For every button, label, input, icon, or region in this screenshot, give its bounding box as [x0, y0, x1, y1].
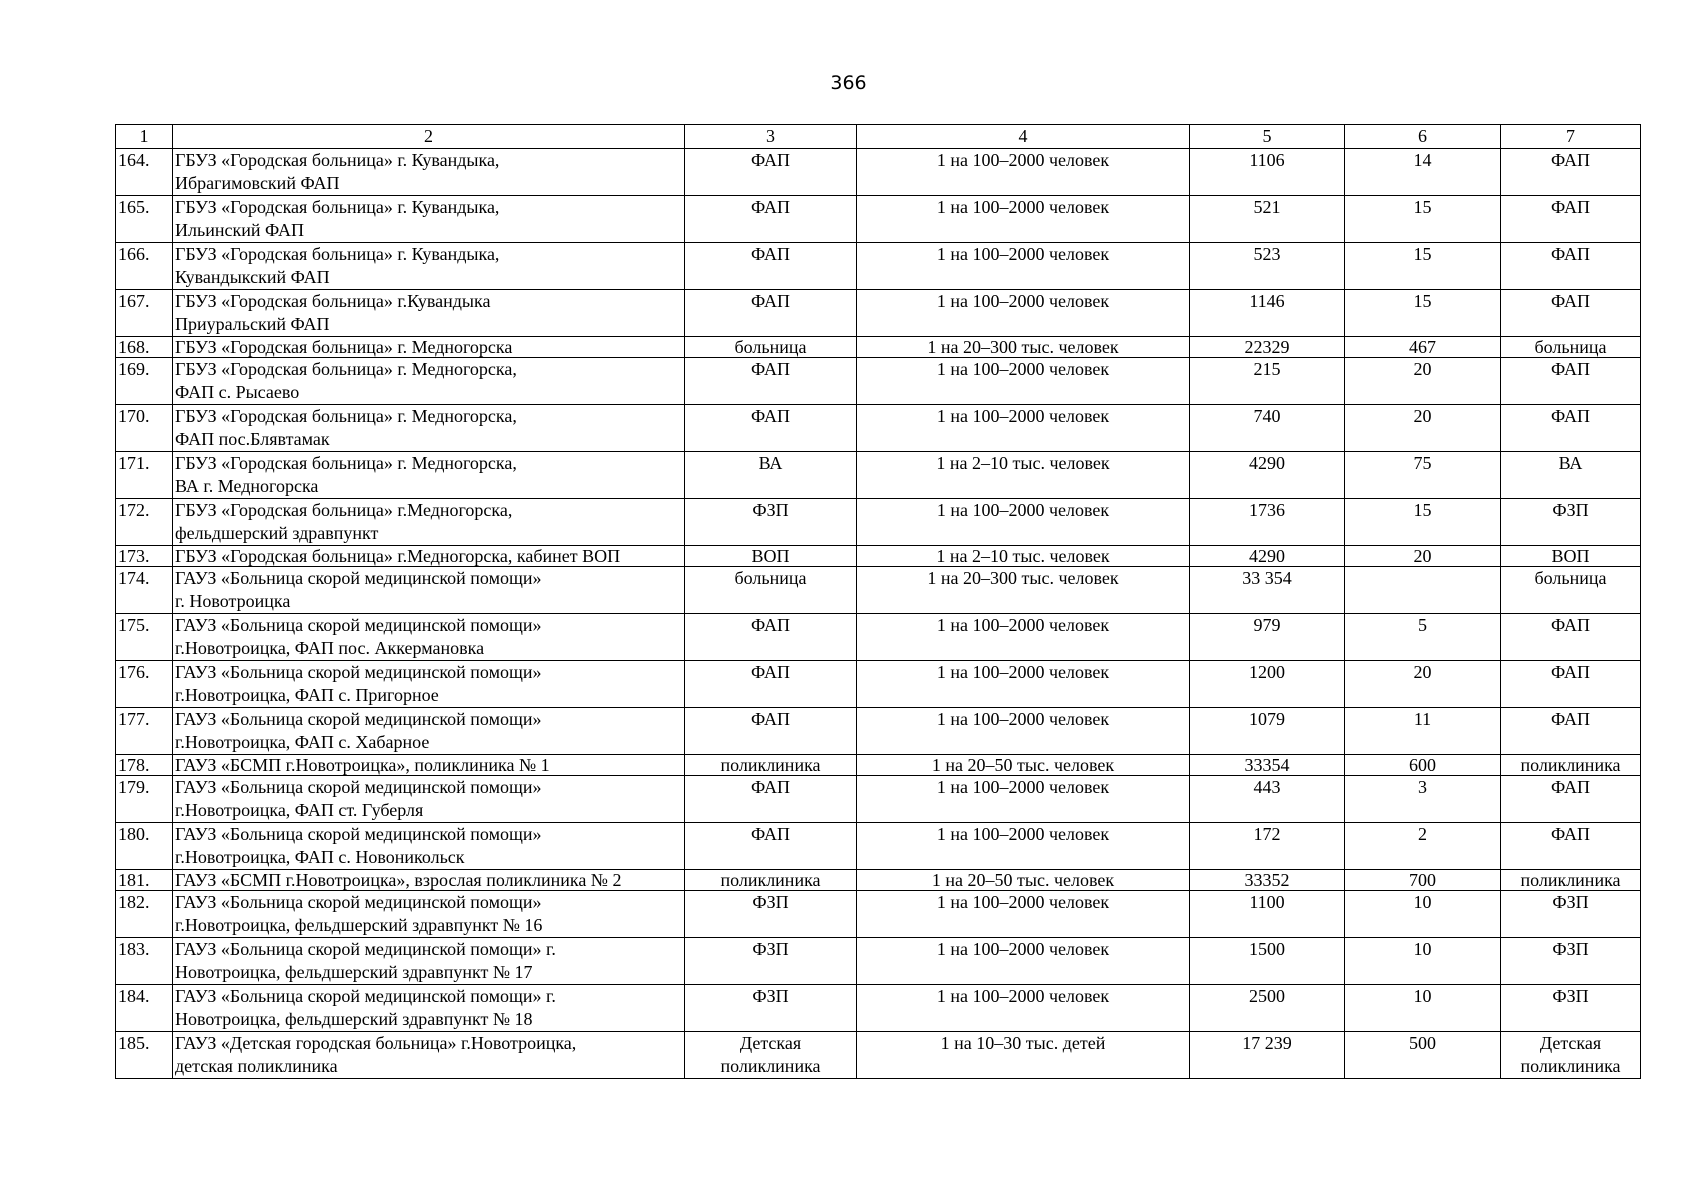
- population-cell: 443: [1190, 776, 1345, 823]
- row-number-cell: 173.: [116, 546, 173, 567]
- population-cell: 1100: [1190, 891, 1345, 938]
- result-cell: ФАП: [1501, 358, 1641, 405]
- table-row: [116, 614, 1641, 661]
- result-cell: ФАП: [1501, 290, 1641, 337]
- facility-name-cell: ГАУЗ «Больница скорой медицинской помощи» г.Новотроицка, фельдшерский здравпункт № 16: [173, 891, 685, 938]
- facility-name-cell: ГАУЗ «Больница скорой медицинской помощи» г.Новотроицка, ФАП ст. Губерля: [173, 776, 685, 823]
- row-number-cell: 174.: [116, 567, 173, 614]
- norm-cell: 1 на 100–2000 человек: [857, 985, 1190, 1032]
- table-row: [116, 870, 1641, 891]
- capacity-cell: 15: [1345, 290, 1501, 337]
- header-row: [116, 125, 1641, 149]
- facility-type-cell: ФАП: [685, 708, 857, 755]
- facility-type-cell: ФАП: [685, 290, 857, 337]
- facility-name-cell: ГБУЗ «Городская больница» г. Медногорска: [173, 337, 685, 358]
- result-cell: ФАП: [1501, 823, 1641, 870]
- table-row: [116, 546, 1641, 567]
- capacity-cell: 10: [1345, 938, 1501, 985]
- row-number-cell: 177.: [116, 708, 173, 755]
- page-number: 366: [830, 72, 867, 94]
- population-cell: 4290: [1190, 452, 1345, 499]
- table-row: [116, 337, 1641, 358]
- facility-name-cell: ГАУЗ «Детская городская больница» г.Новотроицка, детская поликлиника: [173, 1032, 685, 1079]
- population-cell: 1106: [1190, 149, 1345, 196]
- population-cell: 1146: [1190, 290, 1345, 337]
- population-cell: 17 239: [1190, 1032, 1345, 1079]
- result-cell: ФАП: [1501, 405, 1641, 452]
- population-cell: 1200: [1190, 661, 1345, 708]
- table-row: [116, 358, 1641, 405]
- result-cell: ВА: [1501, 452, 1641, 499]
- population-cell: 33 354: [1190, 567, 1345, 614]
- facility-type-cell: ФАП: [685, 823, 857, 870]
- column-header: 7: [1501, 125, 1641, 149]
- table-row: [116, 938, 1641, 985]
- capacity-cell: 15: [1345, 196, 1501, 243]
- facility-type-cell: Детская поликлиника: [685, 1032, 857, 1079]
- table-row: [116, 823, 1641, 870]
- facility-type-cell: ФАП: [685, 196, 857, 243]
- facility-type-cell: ФАП: [685, 149, 857, 196]
- norm-cell: 1 на 2–10 тыс. человек: [857, 546, 1190, 567]
- norm-cell: 1 на 100–2000 человек: [857, 149, 1190, 196]
- population-cell: 2500: [1190, 985, 1345, 1032]
- facility-name-cell: ГБУЗ «Городская больница» г.Кувандыка Приуральский ФАП: [173, 290, 685, 337]
- capacity-cell: 700: [1345, 870, 1501, 891]
- facility-type-cell: ФАП: [685, 776, 857, 823]
- norm-cell: 1 на 100–2000 человек: [857, 661, 1190, 708]
- norm-cell: 1 на 100–2000 человек: [857, 405, 1190, 452]
- table-row: [116, 149, 1641, 196]
- facility-type-cell: ФЗП: [685, 499, 857, 546]
- population-cell: 172: [1190, 823, 1345, 870]
- facility-name-cell: ГАУЗ «Больница скорой медицинской помощи» г.Новотроицка, ФАП с. Хабарное: [173, 708, 685, 755]
- facility-type-cell: ФАП: [685, 614, 857, 661]
- facility-type-cell: ФЗП: [685, 891, 857, 938]
- result-cell: ВОП: [1501, 546, 1641, 567]
- population-cell: 33352: [1190, 870, 1345, 891]
- facility-type-cell: ФАП: [685, 358, 857, 405]
- capacity-cell: 20: [1345, 661, 1501, 708]
- facility-type-cell: поликлиника: [685, 755, 857, 776]
- norm-cell: 1 на 100–2000 человек: [857, 891, 1190, 938]
- capacity-cell: 15: [1345, 243, 1501, 290]
- norm-cell: 1 на 20–300 тыс. человек: [857, 567, 1190, 614]
- population-cell: 1500: [1190, 938, 1345, 985]
- row-number-cell: 182.: [116, 891, 173, 938]
- norm-cell: 1 на 2–10 тыс. человек: [857, 452, 1190, 499]
- result-cell: ФЗП: [1501, 891, 1641, 938]
- norm-cell: 1 на 100–2000 человек: [857, 776, 1190, 823]
- result-cell: ФАП: [1501, 708, 1641, 755]
- facility-type-cell: больница: [685, 567, 857, 614]
- result-cell: поликлиника: [1501, 870, 1641, 891]
- facilities-table: [115, 124, 1641, 1079]
- capacity-cell: 2: [1345, 823, 1501, 870]
- facility-name-cell: ГАУЗ «БСМП г.Новотроицка», взрослая поликлиника № 2: [173, 870, 685, 891]
- table-row: [116, 452, 1641, 499]
- norm-cell: 1 на 100–2000 человек: [857, 499, 1190, 546]
- facility-name-cell: ГБУЗ «Городская больница» г.Медногорска, фельдшерский здравпункт: [173, 499, 685, 546]
- result-cell: ФЗП: [1501, 499, 1641, 546]
- table-row: [116, 1032, 1641, 1079]
- facility-type-cell: ВОП: [685, 546, 857, 567]
- column-header: 5: [1190, 125, 1345, 149]
- facility-name-cell: ГАУЗ «Больница скорой медицинской помощи» г.Новотроицка, ФАП с. Пригорное: [173, 661, 685, 708]
- column-header: 1: [116, 125, 173, 149]
- table-row: [116, 985, 1641, 1032]
- facility-type-cell: ВА: [685, 452, 857, 499]
- norm-cell: 1 на 100–2000 человек: [857, 358, 1190, 405]
- table-row: [116, 567, 1641, 614]
- norm-cell: 1 на 100–2000 человек: [857, 823, 1190, 870]
- population-cell: 33354: [1190, 755, 1345, 776]
- result-cell: Детская поликлиника: [1501, 1032, 1641, 1079]
- table-row: [116, 499, 1641, 546]
- result-cell: ФАП: [1501, 776, 1641, 823]
- capacity-cell: 20: [1345, 405, 1501, 452]
- facility-name-cell: ГБУЗ «Городская больница» г. Медногорска, ФАП с. Рысаево: [173, 358, 685, 405]
- facility-name-cell: ГБУЗ «Городская больница» г. Медногорска, ФАП пос.Блявтамак: [173, 405, 685, 452]
- capacity-cell: 10: [1345, 891, 1501, 938]
- row-number-cell: 171.: [116, 452, 173, 499]
- capacity-cell: 14: [1345, 149, 1501, 196]
- column-header: 2: [173, 125, 685, 149]
- facility-name-cell: ГБУЗ «Городская больница» г. Кувандыка, Ильинский ФАП: [173, 196, 685, 243]
- row-number-cell: 170.: [116, 405, 173, 452]
- facility-name-cell: ГБУЗ «Городская больница» г. Кувандыка, Ибрагимовский ФАП: [173, 149, 685, 196]
- facility-name-cell: ГАУЗ «Больница скорой медицинской помощи» г.Новотроицка, ФАП пос. Аккермановка: [173, 614, 685, 661]
- capacity-cell: 15: [1345, 499, 1501, 546]
- row-number-cell: 175.: [116, 614, 173, 661]
- table-row: [116, 776, 1641, 823]
- result-cell: больница: [1501, 567, 1641, 614]
- population-cell: 22329: [1190, 337, 1345, 358]
- capacity-cell: [1345, 567, 1501, 614]
- capacity-cell: 600: [1345, 755, 1501, 776]
- table-row: [116, 405, 1641, 452]
- row-number-cell: 169.: [116, 358, 173, 405]
- row-number-cell: 168.: [116, 337, 173, 358]
- table-body: [116, 149, 1641, 1079]
- capacity-cell: 20: [1345, 358, 1501, 405]
- result-cell: ФАП: [1501, 661, 1641, 708]
- facility-type-cell: ФАП: [685, 243, 857, 290]
- facility-name-cell: ГАУЗ «Больница скорой медицинской помощи» г. Новотроицка: [173, 567, 685, 614]
- norm-cell: 1 на 20–300 тыс. человек: [857, 337, 1190, 358]
- norm-cell: 1 на 100–2000 человек: [857, 290, 1190, 337]
- table-row: [116, 708, 1641, 755]
- facility-name-cell: ГБУЗ «Городская больница» г.Медногорска, кабинет ВОП: [173, 546, 685, 567]
- row-number-cell: 172.: [116, 499, 173, 546]
- result-cell: ФАП: [1501, 243, 1641, 290]
- facility-name-cell: ГАУЗ «БСМП г.Новотроицка», поликлиника № 1: [173, 755, 685, 776]
- row-number-cell: 184.: [116, 985, 173, 1032]
- facility-name-cell: ГАУЗ «Больница скорой медицинской помощи» г. Новотроицка, фельдшерский здравпункт № 17: [173, 938, 685, 985]
- population-cell: 521: [1190, 196, 1345, 243]
- table-row: [116, 891, 1641, 938]
- row-number-cell: 166.: [116, 243, 173, 290]
- column-header: 4: [857, 125, 1190, 149]
- norm-cell: 1 на 100–2000 человек: [857, 196, 1190, 243]
- population-cell: 979: [1190, 614, 1345, 661]
- capacity-cell: 75: [1345, 452, 1501, 499]
- row-number-cell: 180.: [116, 823, 173, 870]
- column-header: 3: [685, 125, 857, 149]
- capacity-cell: 11: [1345, 708, 1501, 755]
- result-cell: ФЗП: [1501, 938, 1641, 985]
- population-cell: 215: [1190, 358, 1345, 405]
- population-cell: 523: [1190, 243, 1345, 290]
- capacity-cell: 10: [1345, 985, 1501, 1032]
- result-cell: больница: [1501, 337, 1641, 358]
- facility-type-cell: ФЗП: [685, 985, 857, 1032]
- population-cell: 740: [1190, 405, 1345, 452]
- norm-cell: 1 на 100–2000 человек: [857, 614, 1190, 661]
- table-row: [116, 755, 1641, 776]
- result-cell: ФАП: [1501, 614, 1641, 661]
- capacity-cell: 20: [1345, 546, 1501, 567]
- facility-name-cell: ГАУЗ «Больница скорой медицинской помощи» г. Новотроицка, фельдшерский здравпункт № 18: [173, 985, 685, 1032]
- result-cell: ФЗП: [1501, 985, 1641, 1032]
- row-number-cell: 176.: [116, 661, 173, 708]
- row-number-cell: 178.: [116, 755, 173, 776]
- result-cell: ФАП: [1501, 149, 1641, 196]
- norm-cell: 1 на 100–2000 человек: [857, 243, 1190, 290]
- capacity-cell: 467: [1345, 337, 1501, 358]
- norm-cell: 1 на 20–50 тыс. человек: [857, 755, 1190, 776]
- capacity-cell: 3: [1345, 776, 1501, 823]
- facility-type-cell: ФЗП: [685, 938, 857, 985]
- population-cell: 4290: [1190, 546, 1345, 567]
- norm-cell: 1 на 100–2000 человек: [857, 938, 1190, 985]
- capacity-cell: 500: [1345, 1032, 1501, 1079]
- norm-cell: 1 на 10–30 тыс. детей: [857, 1032, 1190, 1079]
- norm-cell: 1 на 20–50 тыс. человек: [857, 870, 1190, 891]
- facility-type-cell: ФАП: [685, 405, 857, 452]
- facility-type-cell: ФАП: [685, 661, 857, 708]
- population-cell: 1079: [1190, 708, 1345, 755]
- column-header: 6: [1345, 125, 1501, 149]
- result-cell: поликлиника: [1501, 755, 1641, 776]
- facility-type-cell: больница: [685, 337, 857, 358]
- facility-name-cell: ГАУЗ «Больница скорой медицинской помощи» г.Новотроицка, ФАП с. Новоникольск: [173, 823, 685, 870]
- row-number-cell: 181.: [116, 870, 173, 891]
- result-cell: ФАП: [1501, 196, 1641, 243]
- facility-name-cell: ГБУЗ «Городская больница» г. Медногорска, ВА г. Медногорска: [173, 452, 685, 499]
- row-number-cell: 164.: [116, 149, 173, 196]
- population-cell: 1736: [1190, 499, 1345, 546]
- facility-type-cell: поликлиника: [685, 870, 857, 891]
- norm-cell: 1 на 100–2000 человек: [857, 708, 1190, 755]
- row-number-cell: 179.: [116, 776, 173, 823]
- row-number-cell: 165.: [116, 196, 173, 243]
- facility-name-cell: ГБУЗ «Городская больница» г. Кувандыка, Кувандыкский ФАП: [173, 243, 685, 290]
- row-number-cell: 167.: [116, 290, 173, 337]
- table-row: [116, 243, 1641, 290]
- row-number-cell: 183.: [116, 938, 173, 985]
- table-row: [116, 196, 1641, 243]
- table-row: [116, 290, 1641, 337]
- table-row: [116, 661, 1641, 708]
- row-number-cell: 185.: [116, 1032, 173, 1079]
- capacity-cell: 5: [1345, 614, 1501, 661]
